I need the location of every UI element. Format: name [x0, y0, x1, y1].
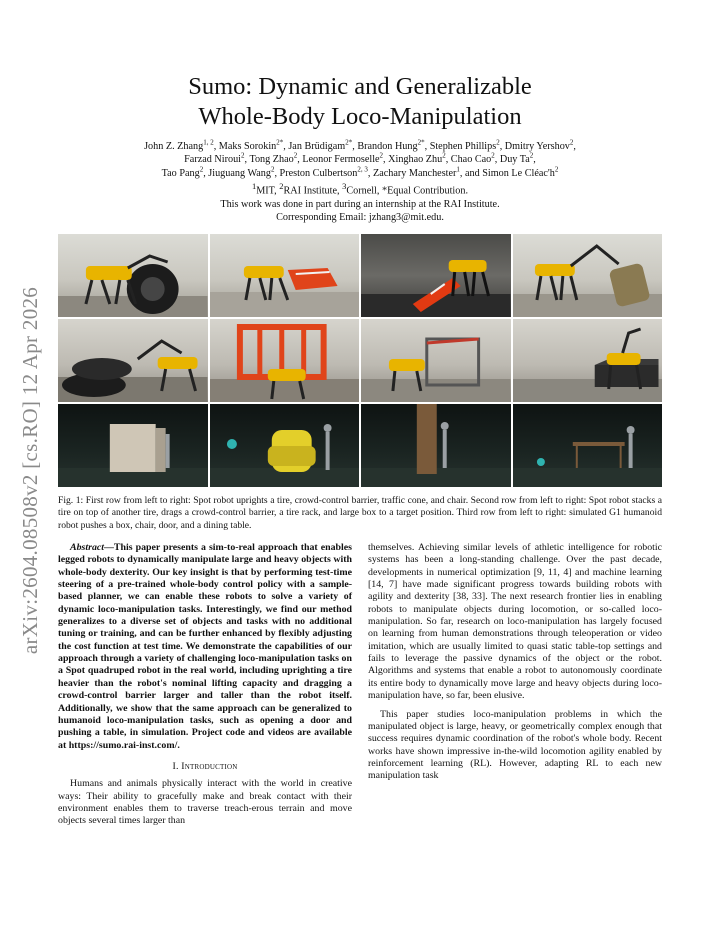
- figure-caption: Fig. 1: First row from left to right: Spot robot uprights a tire, crowd-control barrier, traffic cone, and chair. Second row from left to right: Spot robot stacks a tire on top of another tire, drags a crowd-control barrier, a tire rack, and large box to a target position. Third row from left to right: simulated G1 humanoid robot pushes a box, chair, door, and a dining table.: [58, 494, 662, 531]
- abstract-lead: Abstract: [70, 542, 105, 554]
- sim-humanoid-pushes-chair: [210, 404, 360, 487]
- author-affiliation-mark: 2: [379, 152, 384, 161]
- section-heading-introduction: I. Introduction: [172, 760, 238, 772]
- author-affiliation-mark: 2*: [345, 138, 353, 147]
- sim-humanoid-opens-door: [361, 404, 511, 487]
- author-separator: , and: [459, 167, 483, 179]
- author-name: Duy Ta: [499, 154, 530, 166]
- figure-1: [58, 234, 662, 487]
- author-affiliation-mark: 1, 2: [203, 138, 214, 147]
- photo-spot-uprights-cone: [361, 234, 511, 317]
- author-affiliation-mark: 2*: [417, 138, 425, 147]
- author-list: [58, 140, 662, 180]
- photo-spot-uprights-chair: [513, 234, 663, 317]
- aff-text: RAI Institute,: [283, 185, 343, 197]
- photo-spot-drags-box: [513, 319, 663, 402]
- sim-humanoid-pushes-box: [58, 404, 208, 487]
- author-affiliation-mark: 2, 3: [357, 165, 368, 174]
- author-affiliation-mark: 2: [569, 138, 574, 147]
- author-separator: ,: [213, 141, 219, 152]
- author-separator: ,: [283, 141, 289, 152]
- arxiv-stamp-text: arXiv:2604.08508v2 [cs.RO] 12 Apr 2026: [18, 286, 43, 654]
- aff-sup: 1: [251, 181, 257, 192]
- author-line-1: [58, 140, 662, 153]
- author-separator: ,: [297, 154, 303, 166]
- aff-text: Cornell, *Equal Contribution.: [346, 185, 469, 197]
- internship-note: This work was done in part during an internship at the RAI Institute.: [220, 199, 500, 211]
- author-separator: ,: [244, 154, 250, 166]
- photo-spot-drags-tire-rack: [361, 319, 511, 402]
- body-columns: [58, 542, 662, 828]
- author-affiliation-mark: 2: [491, 152, 495, 161]
- author-affiliation-mark: 2: [529, 152, 534, 161]
- author-separator: ,: [203, 167, 209, 179]
- author-line-3: [58, 167, 662, 180]
- author-separator: ,: [383, 154, 389, 166]
- abstract-text: —This paper presents a sim-to-real approach that enables legged robots to dynamically manipulate large and heavy objects with whole-body dexterity. Our key insight is that by performing test-time steering of a pre-trained whole-body control policy with a sample-based planner, we can enable these robots to solve a variety of dynamic loco-manipulation tasks. Interestingly, we find our method generalizes to a diverse set of objects and tasks with no additional tuning or training, and can be further enhanced by flexibly adjusting the cost function at test time. We demonstrate the capabilities of our approach through a variety of challenging loco-manipulation tasks on a Spot quadruped robot in the real world, including uprighting a tire heavier than the robot's nominal lifting capacity and dragging a crowd-control barrier larger and taller than the robot itself. Additionally, we show that the same approach can be generalized to humanoid loco-manipulation tasks, such as opening a door and pushing a table, in simulation. Project code and videos are available at https://sumo.rai-inst.com/.: [58, 542, 352, 751]
- affiliations: [58, 180, 662, 198]
- author-separator: ,: [499, 141, 505, 152]
- author-name: Zachary Manchester: [372, 167, 457, 179]
- author-name: Tong Zhao: [249, 154, 294, 166]
- author-affiliation-mark: 2: [496, 138, 500, 147]
- author-name: Farzad Niroui: [184, 154, 242, 166]
- aff-text: MIT,: [256, 185, 280, 197]
- author-name: Maks Sorokin: [218, 141, 277, 152]
- intro-paragraph-1: Humans and animals physically interact with the world in creative ways: Their ability to gracefully make and break contact with their environment enables them to traverse treach-erous terrain and move objects several times larger than: [58, 778, 352, 827]
- author-separator: ,: [274, 167, 280, 179]
- author-name: Simon Le Cléac'h: [482, 167, 555, 179]
- photo-spot-uprights-tire: [58, 234, 208, 317]
- author-affiliation-mark: 2: [241, 152, 245, 161]
- photo-spot-uprights-barrier: [210, 234, 360, 317]
- intro-paragraph-2: themselves. Achieving similar levels of athletic intelligence for robotic systems has been a long-standing challenge. Over the past decade, developments in numerical optimization [9, 11, 4] and machine learning [14, 7] have made significant progress towards building robots with agility and dexterity [38, 33]. The next research frontier lies in enabling robots to manipulate objects during locomotion, or so-called loco-manipulation. So far, research on loco-manipulation has largely focused on learning from human demonstrations through teleoperation or video imitation, which are usually limited to quasi static table-top settings and fails to leverage the passive dynamics of the object or the robot. Algorithms and systems that enable a robot to autonomously coordinate its entire body to dynamically move large and heavy objects during loco-manipulation have, so far, been elusive.: [368, 542, 662, 702]
- author-name: Preston Culbertson: [279, 167, 358, 179]
- paper-title: [58, 72, 662, 132]
- sim-humanoid-pushes-table: [513, 404, 663, 487]
- right-column: [368, 542, 662, 828]
- intro-paragraph-3: This paper studies loco-manipulation problems in which the manipulated object is large, heavy, or geometrically complex enough that success requires dynamic coordination of the robot's whole body. Recent works have shown impressive in-the-wild locomotion agility enabled by reinforcement learning (RL). However, adapting RL to each new manipulation task: [368, 708, 662, 782]
- title-line-2: Whole-Body Loco-Manipulation: [198, 103, 522, 130]
- author-separator: ,: [352, 141, 358, 152]
- author-name: Jiuguang Wang: [208, 167, 271, 179]
- author-affiliation-mark: 2: [270, 165, 275, 174]
- author-affiliation-mark: 2: [293, 152, 298, 161]
- author-name: Xinghao Zhu: [388, 154, 443, 166]
- author-affiliation-mark: 2: [199, 165, 204, 174]
- author-name: Stephen Phillips: [429, 141, 497, 152]
- author-separator: ,: [424, 141, 430, 152]
- author-separator: ,: [445, 154, 451, 166]
- photo-spot-stacks-tire: [58, 319, 208, 402]
- paper-page: [58, 0, 662, 828]
- corresponding-email: Corresponding Email: jzhang3@mit.edu.: [276, 212, 444, 224]
- author-separator: ,: [494, 154, 500, 166]
- photo-spot-drags-barrier: [210, 319, 360, 402]
- author-name: Leonor Fermoselle: [302, 154, 380, 166]
- author-affiliation-mark: 2: [442, 152, 446, 161]
- author-separator: ,: [367, 167, 373, 179]
- author-name: John Z. Zhang: [144, 141, 204, 152]
- author-affiliation-mark: 1: [456, 165, 460, 174]
- title-line-1: Sumo: Dynamic and Generalizable: [188, 73, 532, 100]
- author-affiliation-mark: 2: [554, 165, 559, 174]
- author-separator: ,: [573, 141, 576, 152]
- author-name: Chao Cao: [450, 154, 492, 166]
- author-affiliation-mark: 2*: [276, 138, 284, 147]
- left-column: [58, 542, 352, 828]
- aff-sup: 2: [279, 181, 284, 192]
- arxiv-stamp: [16, 260, 46, 680]
- abstract: [58, 542, 352, 752]
- author-name: Tao Pang: [161, 167, 200, 179]
- author-name: Dmitry Yershov: [504, 141, 570, 152]
- author-separator: ,: [533, 154, 536, 166]
- author-name: Jan Brüdigam: [288, 141, 346, 152]
- aff-sup: 3: [342, 181, 347, 192]
- author-name: Brandon Hung: [357, 141, 418, 152]
